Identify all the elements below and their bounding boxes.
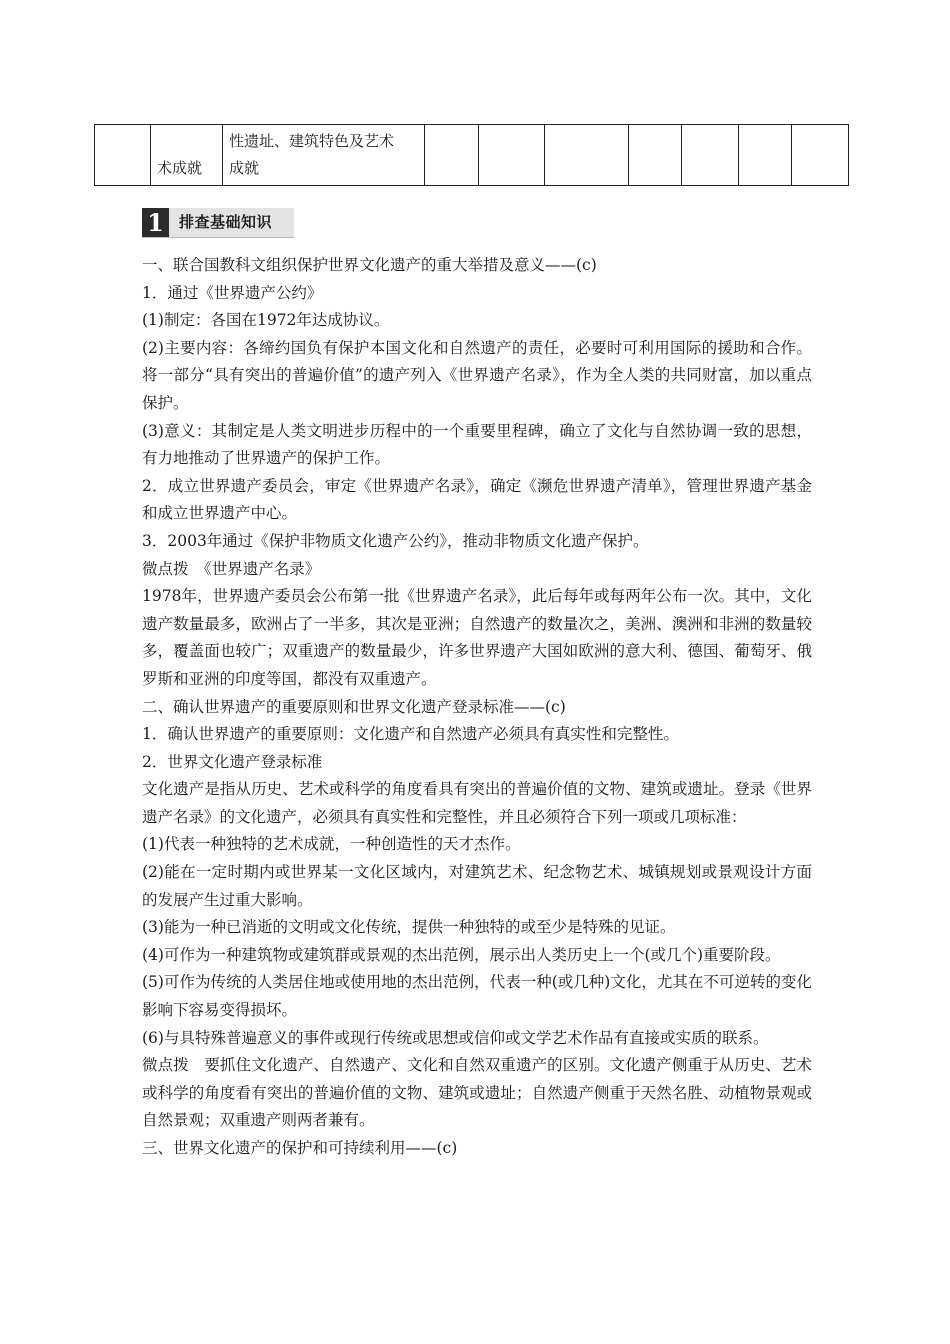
paragraph: 一、联合国教科文组织保护世界文化遗产的重大举措及意义——(c) xyxy=(142,256,597,274)
paragraph: 微点拨 要抓住文化遗产、自然遗产、文化和自然双重遗产的区别。文化遗产侧重于从历史、艺术或科学的角度看有突出的普遍价值的文物、建筑或遗址；自然遗产侧重于天然名胜、动植物景观或自然景观；双重遗产则两者兼有。 xyxy=(142,1056,812,1130)
paragraph: 3．2003年通过《保护非物质文化遗产公约》，推动非物质文化遗产保护。 xyxy=(142,531,649,550)
paragraph: 二、确认世界遗产的重要原则和世界文化遗产登录标准——(c) xyxy=(142,697,566,716)
cell-text-line: 成就 xyxy=(229,159,260,177)
paragraph: (3)能为一种已消逝的文明或文化传统，提供一种独特的或至少是特殊的见证。 xyxy=(142,918,676,937)
cell-text: 术成就 xyxy=(157,159,203,177)
table-cell xyxy=(479,125,545,186)
body-text xyxy=(142,252,812,1163)
paragraph: (5)可作为传统的人类居住地或使用地的杰出范例，代表一种(或几种)文化，尤其在不可逆转的变化影响下容易变得损坏。 xyxy=(142,973,812,1020)
paragraph: (2)能在一定时期内或世界某一文化区域内，对建筑艺术、纪念物艺术、城镇规划或景观设计方面的发展产生过重大影响。 xyxy=(142,863,812,909)
paragraph: (1)制定：各国在1972年达成协议。 xyxy=(142,311,390,330)
paragraph: (2)主要内容：各缔约国负有保护本国文化和自然遗产的责任，必要时可利用国际的援助和合作。将一部分“具有突出的普遍价值”的遗产列入《世界遗产名录》，作为全人类的共同财富，加以重点保护。 xyxy=(142,338,812,412)
paragraph: 1．确认世界遗产的重要原则：文化遗产和自然遗产必须具有真实性和完整性。 xyxy=(142,725,679,744)
table-row xyxy=(95,125,849,186)
paragraph: 1978年，世界遗产委员会公布第一批《世界遗产名录》，此后每年或每两年公布一次。其中，文化遗产数量最多，欧洲占了一半多，其次是亚洲；自然遗产的数量次之，美洲、澳洲和非洲的数量较多，覆盖面也较广；双重遗产的数量最少，许多世界遗产大国如欧洲的意大利、德国、葡萄牙、俄罗斯和亚洲的印度等国，都没有双重遗产。 xyxy=(142,587,812,688)
cell-text-line: 性遗址、建筑特色及艺术 xyxy=(229,132,395,150)
table-cell xyxy=(629,125,682,186)
section-banner xyxy=(142,208,294,238)
continuation-table xyxy=(94,124,849,186)
table-cell xyxy=(425,125,479,186)
paragraph: 2．成立世界遗产委员会，审定《世界遗产名录》，确定《濒危世界遗产清单》，管理世界遗产基金和成立世界遗产中心。 xyxy=(142,476,812,523)
paragraph: (1)代表一种独特的艺术成就，一种创造性的天才杰作。 xyxy=(142,835,521,854)
paragraph: (6)与具特殊普遍意义的事件或现行传统或思想或信仰或文学艺术作品有直接或实质的联系。 xyxy=(142,1028,769,1047)
table-cell xyxy=(792,125,849,186)
table-cell xyxy=(739,125,792,186)
table-cell xyxy=(545,125,629,186)
paragraph: (3)意义：其制定是人类文明进步历程中的一个重要里程碑，确立了文化与自然协调一致的思想，有力地推动了世界遗产的保护工作。 xyxy=(142,421,812,468)
paragraph: (4)可作为一种建筑物或建筑群或景观的杰出范例，展示出人类历史上一个(或几个)重要阶段。 xyxy=(142,945,781,964)
table-cell xyxy=(151,125,223,186)
paragraph: 微点拨 《世界遗产名录》 xyxy=(142,559,321,578)
table-cell xyxy=(95,125,151,186)
paragraph: 文化遗产是指从历史、艺术或科学的角度看具有突出的普遍价值的文物、建筑或遗址。登录《世界遗产名录》的文化遗产，必须具有真实性和完整性，并且必须符合下列一项或几项标准： xyxy=(142,780,812,826)
section-title: 排查基础知识 xyxy=(179,213,273,231)
section-number: 1 xyxy=(142,208,169,237)
paragraph: 2．世界文化遗产登录标准 xyxy=(142,752,323,771)
paragraph: 三、世界文化遗产的保护和可持续利用——(c) xyxy=(142,1139,458,1157)
table-cell xyxy=(682,125,739,186)
table-cell xyxy=(223,125,425,186)
paragraph: 1．通过《世界遗产公约》 xyxy=(142,283,323,302)
